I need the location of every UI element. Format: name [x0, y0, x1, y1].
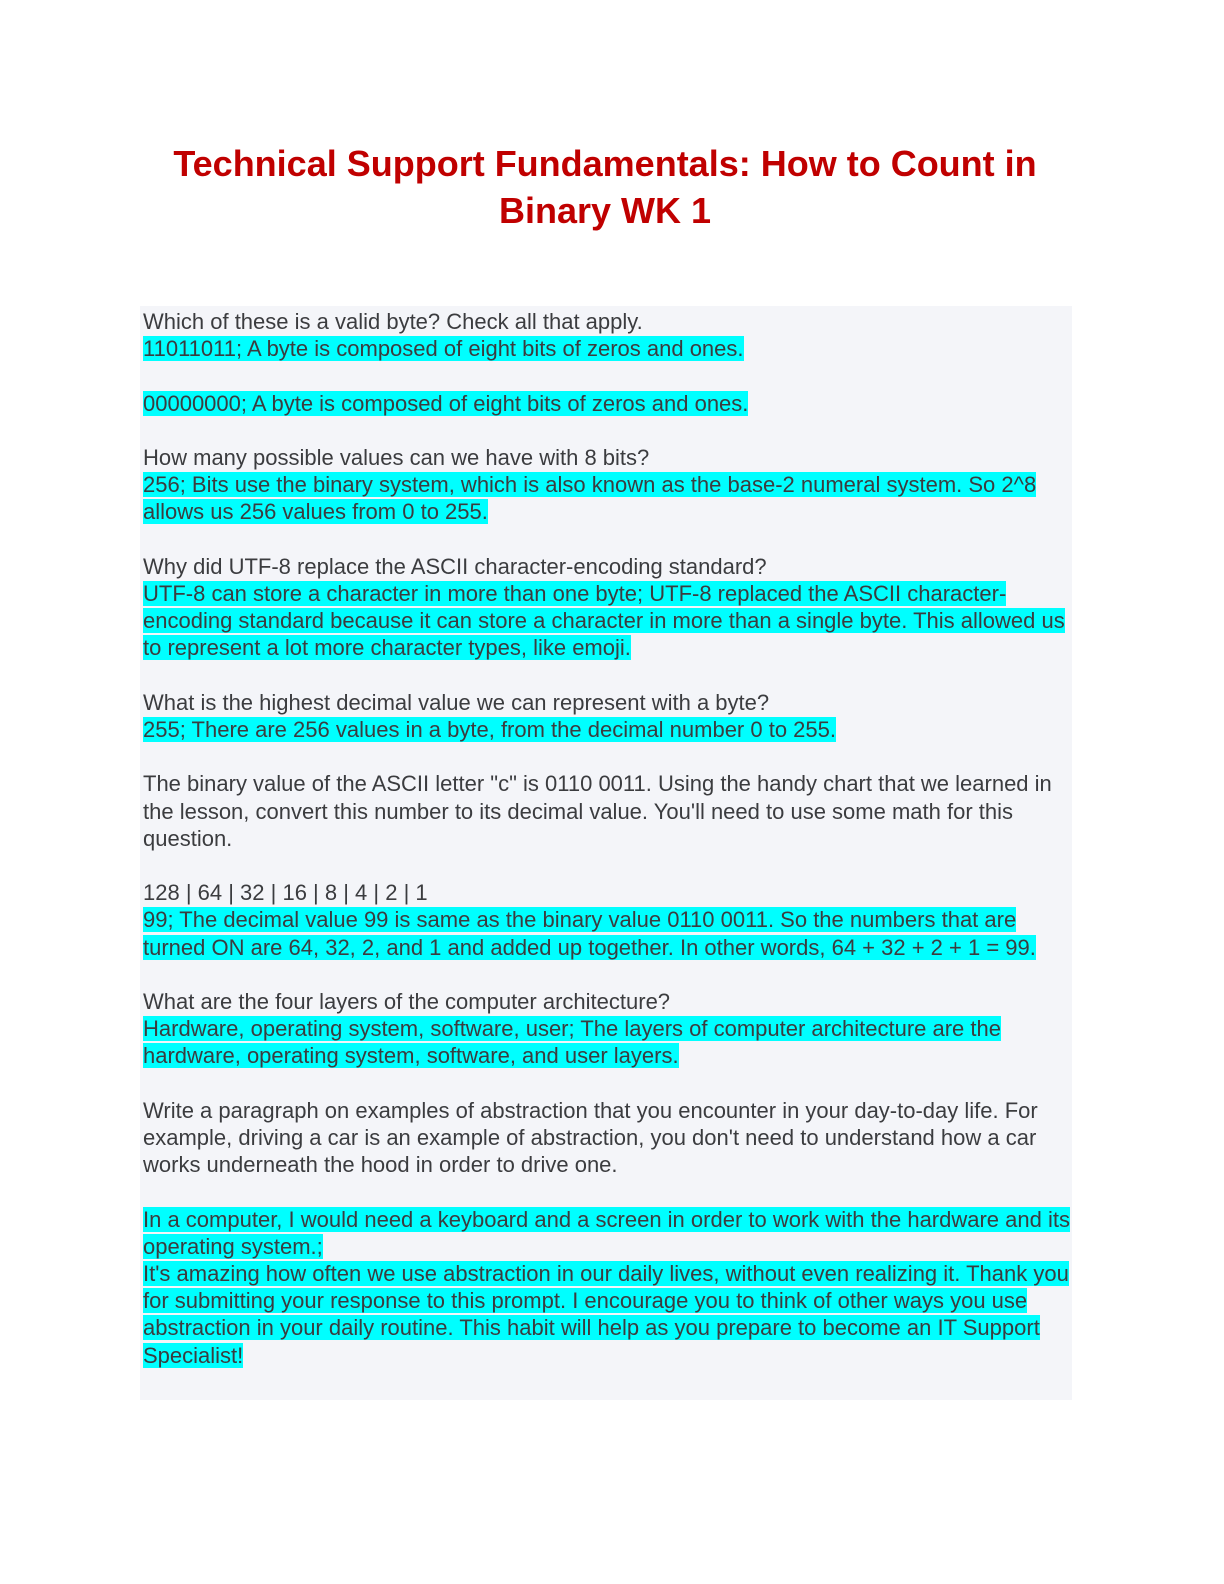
- answer-text: 11011011; A byte is composed of eight bits of zeros and ones.: [143, 336, 744, 362]
- qa-item-valid-byte-alt: [143, 390, 1072, 417]
- qa-item-abstraction-answer: [143, 1206, 1072, 1369]
- question-text: What is the highest decimal value we can represent with a byte?: [143, 689, 770, 715]
- answer-text: 255; There are 256 values in a byte, from the decimal number 0 to 255.: [143, 716, 836, 742]
- qa-item-ascii-c: [143, 770, 1072, 852]
- question-text: What are the four layers of the computer architecture?: [143, 988, 671, 1014]
- answer-text: 00000000; A byte is composed of eight bits of zeros and ones.: [143, 390, 749, 416]
- question-text: Why did UTF-8 replace the ASCII character-encoding standard?: [143, 553, 767, 579]
- qa-item-abstraction: [143, 1097, 1072, 1179]
- question-text: Which of these is a valid byte? Check all that apply.: [143, 309, 643, 334]
- qa-item-utf8: [143, 553, 1072, 662]
- qa-item-architecture-layers: [143, 988, 1072, 1070]
- binary-place-values: 128 | 64 | 32 | 16 | 8 | 4 | 2 | 1: [143, 880, 428, 906]
- answer-text: Hardware, operating system, software, user; The layers of computer architecture are the hardware, operating system, software, and user layers.: [143, 1016, 1001, 1069]
- qa-panel: [140, 306, 1072, 1400]
- question-text: How many possible values can we have with 8 bits?: [143, 444, 650, 470]
- answer-text: 99; The decimal value 99 is same as the binary value 0110 0011. So the numbers that are turned ON are 64, 32, 2, and 1 and added up together. In other words, 64 + 32 + 2 + 1 = 99.: [143, 907, 1036, 960]
- question-text: Write a paragraph on examples of abstraction that you encounter in your day-to-day life. For example, driving a car is an example of abstraction, you don't need to understand how a car works underneath the hood in order to drive one.: [143, 1097, 1038, 1178]
- qa-item-highest-decimal: [143, 689, 1072, 743]
- qa-item-8-bit-values: [143, 444, 1072, 526]
- answer-text: 256; Bits use the binary system, which is also known as the base-2 numeral system. So 2^8 allows us 256 values from 0 to 255.: [143, 472, 1037, 525]
- qa-item-ascii-c-answer: [143, 879, 1072, 961]
- answer-text: It's amazing how often we use abstraction in our daily lives, without even realizing it. Thank you for submitting your response to this prompt. I encourage you to think of other ways you use abstraction in your daily routine. This habit will help as you prepare to become an IT Support Specialist!: [143, 1260, 1069, 1368]
- qa-item-valid-byte: [143, 308, 1072, 362]
- question-text: The binary value of the ASCII letter "c" is 0110 0011. Using the handy chart that we learned in the lesson, convert this number to its decimal value. You'll need to use some math for this question.: [143, 771, 1052, 851]
- answer-text: UTF-8 can store a character in more than one byte; UTF-8 replaced the ASCII character-encoding standard because it can store a character in more than a single byte. This allowed us to represent a lot more character types, like emoji.: [143, 580, 1065, 661]
- answer-text: In a computer, I would need a keyboard and a screen in order to work with the hardware and its operating system.;: [143, 1206, 1070, 1259]
- page-title: Technical Support Fundamentals: How to Count in Binary WK 1: [173, 143, 1037, 231]
